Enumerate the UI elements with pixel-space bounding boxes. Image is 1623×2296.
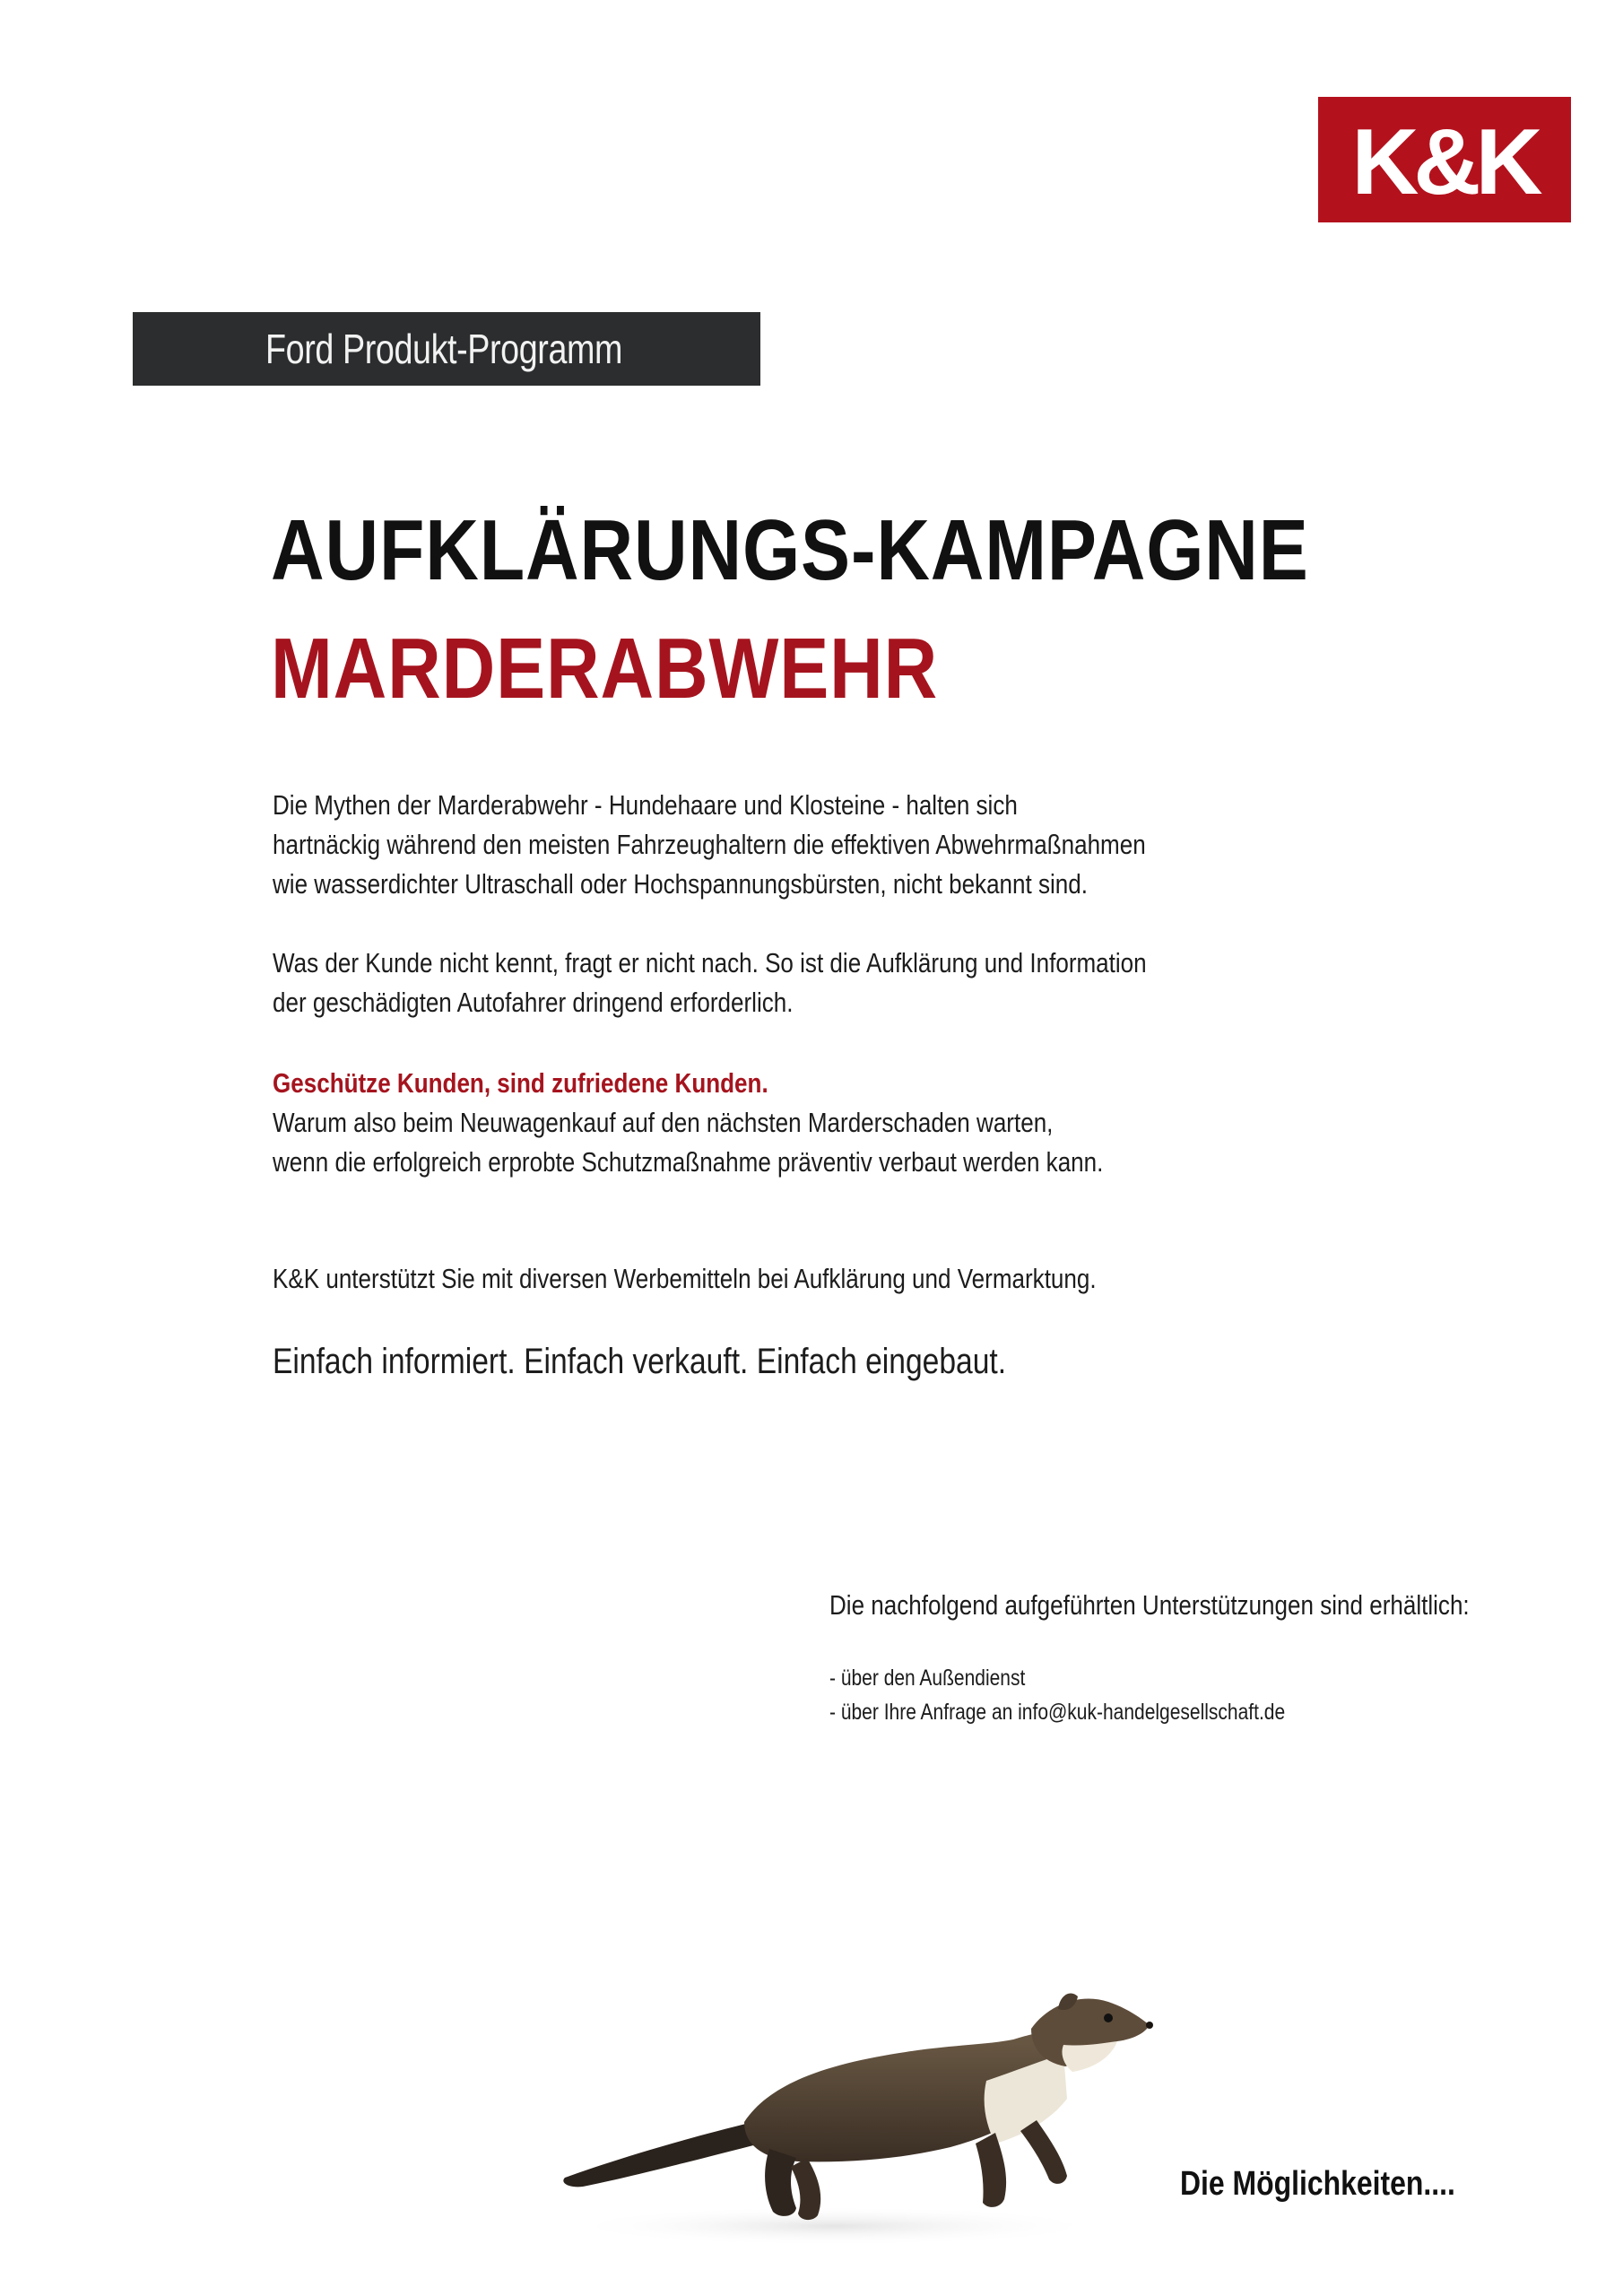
- paragraph-support: K&K unterstützt Sie mit diversen Werbemitteln bei Aufklärung und Vermarktung.: [273, 1263, 1097, 1294]
- support-title: Die nachfolgend aufgeführten Unterstützungen sind erhältlich:: [829, 1589, 1470, 1621]
- paragraph-customer: [273, 944, 1147, 1022]
- paragraph-line: Warum also beim Neuwagenkauf auf den nächsten Marderschaden warten,: [273, 1107, 1054, 1138]
- support-item-field-service: - über den Außendienst: [829, 1665, 1026, 1691]
- paragraph-line: hartnäckig während den meisten Fahrzeughaltern die effektiven Abwehrmaßnahmen: [273, 829, 1146, 860]
- marten-illustration: [529, 1946, 1157, 2260]
- program-header-label: Ford Produkt-Programm: [265, 326, 623, 372]
- kk-logo: [1318, 97, 1571, 222]
- paragraph-line: wenn die erfolgreich erprobte Schutzmaßnahme präventiv verbaut werden kann.: [273, 1146, 1104, 1178]
- closing-text: Die Möglichkeiten....: [1180, 2165, 1455, 2203]
- campaign-title: AUFKLÄRUNGS-KAMPAGNE: [271, 502, 1309, 598]
- campaign-subtitle: MARDERABWEHR: [271, 621, 939, 717]
- paragraph-line: Die Mythen der Marderabwehr - Hundehaare und Klosteine - halten sich: [273, 789, 1018, 821]
- support-item-email-request: - über Ihre Anfrage an info@kuk-handelgesellschaft.de: [829, 1700, 1286, 1725]
- tagline: Einfach informiert. Einfach verkauft. Einfach eingebaut.: [273, 1342, 1007, 1381]
- paragraph-line: der geschädigten Autofahrer dringend erforderlich.: [273, 987, 794, 1018]
- paragraph-protection: [273, 1064, 1103, 1182]
- paragraph-line: Was der Kunde nicht kennt, fragt er nicht nach. So ist die Aufklärung und Information: [273, 947, 1147, 978]
- paragraph-line: wie wasserdichter Ultraschall oder Hochspannungsbürsten, nicht bekannt sind.: [273, 868, 1088, 900]
- svg-text:K&K: K&K: [1351, 110, 1538, 214]
- highlight-slogan: Geschütze Kunden, sind zufriedene Kunden.: [273, 1067, 768, 1099]
- support-list: [829, 1661, 1285, 1729]
- kk-logo-mark: [1318, 97, 1571, 222]
- paragraph-myths: [273, 786, 1146, 904]
- program-header-bar: [133, 312, 760, 386]
